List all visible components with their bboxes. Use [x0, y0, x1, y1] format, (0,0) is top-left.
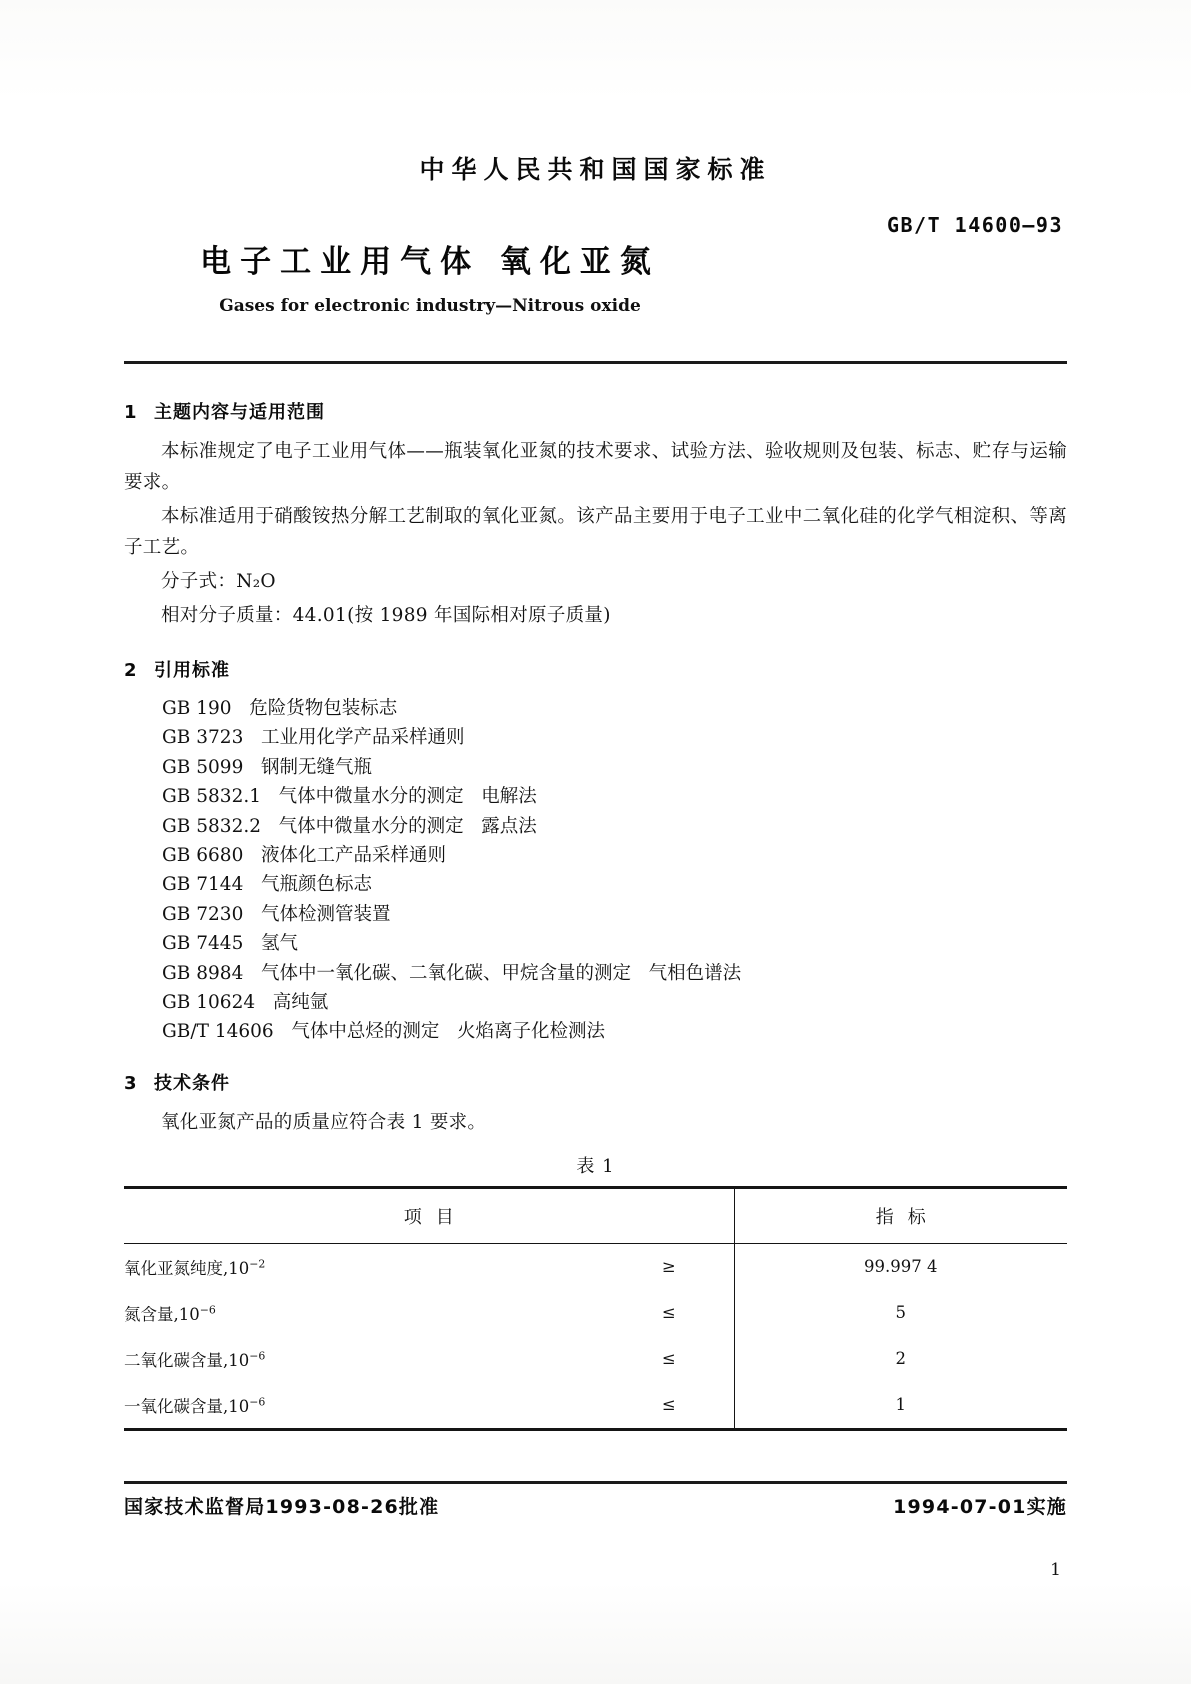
reference-code: GB 7144 [162, 874, 244, 896]
table-cell-value: 2 [895, 1349, 906, 1369]
table-cell-operator: ≤ [604, 1290, 734, 1336]
table-cell-item [124, 1336, 604, 1382]
section-1-number: 1 [124, 402, 138, 423]
section-2-title: 引用标准 [154, 660, 230, 681]
reference-name: 气体中一氧化碳、二氧化碳、甲烷含量的测定 气相色谱法 [261, 962, 742, 984]
reference-name: 液体化工产品采样通则 [261, 845, 447, 867]
reference-code: GB 5832.2 [162, 815, 261, 837]
table-header-item: 项目 [124, 1187, 734, 1243]
specification-table [124, 1186, 1067, 1431]
section-3-heading [124, 1069, 1067, 1095]
standard-code: GB/T 14600—93 [886, 213, 1063, 237]
reference-name: 高纯氩 [272, 992, 329, 1014]
table-cell-value: 1 [734, 1382, 1067, 1430]
reference-code: GB 7230 [162, 903, 244, 925]
reference-code: GB/T 14606 [162, 1021, 274, 1043]
table-row [124, 1290, 1067, 1336]
reference-code: GB 8984 [162, 962, 244, 984]
list-item [124, 900, 1067, 929]
table-cell-value: 99.997 4 [864, 1257, 938, 1277]
approval-statement: 国家技术监督局1993-08-26批准 [124, 1496, 440, 1518]
table-cell-operator: ≤ [604, 1382, 734, 1430]
list-item [124, 1017, 1067, 1046]
reference-name: 气瓶颜色标志 [261, 874, 373, 896]
list-item [124, 870, 1067, 899]
list-item [124, 723, 1067, 752]
page-title: 电子工业用气体 氧化亚氮 [200, 244, 660, 280]
molecular-formula-value: N₂O [236, 571, 276, 592]
page-title-english: Gases for electronic industry—Nitrous oxide [219, 296, 641, 316]
relative-mass-value: 44.01(按 1989 年国际相对原子质量) [292, 605, 611, 626]
table-cell-value: 5 [895, 1303, 906, 1323]
item-label: 氧化亚氮纯度,10 [124, 1258, 250, 1278]
item-label: 氮含量,10 [124, 1304, 200, 1324]
reference-name: 危险货物包装标志 [249, 698, 398, 719]
item-exponent: −2 [249, 1257, 266, 1271]
table-cell-item [124, 1382, 604, 1430]
reference-name: 气体中微量水分的测定 电解法 [278, 786, 537, 808]
table-row [124, 1336, 1067, 1382]
section-3-title: 技术条件 [154, 1072, 230, 1094]
reference-code: GB 7445 [162, 933, 244, 955]
table-header-index: 指标 [734, 1187, 1067, 1243]
molecular-formula-label: 分子式： [161, 571, 237, 592]
reference-code: GB 3723 [162, 727, 244, 749]
item-exponent: −6 [249, 1349, 266, 1363]
reference-name: 钢制无缝气瓶 [261, 756, 373, 778]
table-header-row [124, 1187, 1067, 1243]
list-item [124, 988, 1067, 1017]
relative-molecular-mass-line [124, 600, 1067, 631]
table-cell-item [124, 1290, 604, 1336]
list-item [124, 841, 1067, 870]
reference-code: GB 10624 [162, 992, 256, 1014]
reference-name: 气体中微量水分的测定 露点法 [278, 815, 537, 837]
reference-code: GB 5099 [162, 756, 244, 778]
table-cell-operator: ≤ [604, 1336, 734, 1382]
table-row [124, 1382, 1067, 1430]
item-label: 二氧化碳含量,10 [124, 1350, 250, 1370]
page-number: 1 [1050, 1560, 1061, 1580]
reference-name: 气体检测管装置 [261, 903, 391, 925]
molecular-formula-line [124, 566, 1067, 597]
section-2-number: 2 [124, 660, 138, 681]
effective-date-statement: 1994-07-01实施 [893, 1496, 1067, 1518]
section-1-heading [124, 398, 1067, 424]
list-item [124, 753, 1067, 782]
section-1-paragraph-1: 本标准规定了电子工业用气体——瓶装氧化亚氮的技术要求、试验方法、验收规则及包装、标志、贮存与运输要求。 [124, 441, 1067, 493]
table-row [124, 1243, 1067, 1290]
referenced-standards-list [124, 694, 1067, 1047]
section-2-heading [124, 656, 1067, 682]
reference-code: GB 6680 [162, 845, 244, 867]
table-cell-item [124, 1243, 604, 1290]
table-cell-operator: ≥ [604, 1243, 734, 1290]
reference-code: GB 190 [162, 698, 232, 719]
document-body [124, 398, 1067, 1431]
section-3-paragraph-1: 氧化亚氮产品的质量应符合表 1 要求。 [161, 1111, 487, 1133]
reference-name: 气体中总烃的测定 火焰离子化检测法 [291, 1021, 605, 1043]
relative-mass-label: 相对分子质量： [161, 605, 293, 626]
list-item [124, 959, 1067, 988]
section-1-paragraph-2: 本标准适用于硝酸铵热分解工艺制取的氧化亚氮。该产品主要用于电子工业中二氧化硅的化学气相淀积、等离子工艺。 [124, 506, 1067, 558]
reference-code: GB 5832.1 [162, 786, 261, 808]
reference-name: 氢气 [261, 933, 299, 955]
item-exponent: −6 [199, 1303, 216, 1317]
list-item [124, 812, 1067, 841]
section-1-title: 主题内容与适用范围 [154, 402, 325, 423]
footer-divider [124, 1481, 1067, 1484]
header-divider [124, 361, 1067, 364]
section-3-number: 3 [124, 1072, 138, 1094]
reference-name: 工业用化学产品采样通则 [261, 727, 465, 749]
list-item [124, 782, 1067, 811]
national-standard-label: 中华人民共和国国家标准 [419, 155, 772, 184]
list-item [124, 694, 1067, 723]
item-label: 一氧化碳含量,10 [124, 1396, 250, 1416]
list-item [124, 929, 1067, 958]
item-exponent: −6 [249, 1395, 266, 1409]
table-caption: 表 1 [576, 1155, 615, 1177]
